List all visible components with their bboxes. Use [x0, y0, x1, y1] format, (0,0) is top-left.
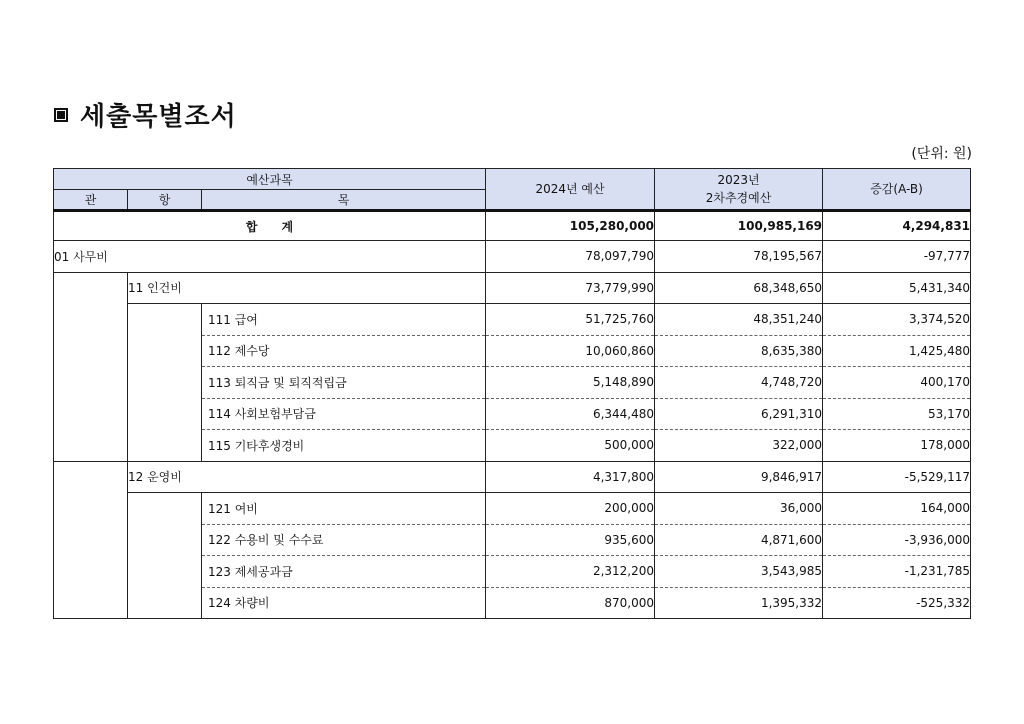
- mok-budget-2024: 5,148,890: [486, 367, 655, 399]
- title-row: [54, 96, 237, 133]
- indent-cell: [128, 493, 202, 619]
- mok-diff: -3,936,000: [823, 524, 971, 556]
- mok-budget-2023: 8,635,380: [655, 335, 823, 367]
- mok-label: 114 사회보험부담금: [202, 398, 486, 430]
- mok-label: 111 급여: [202, 304, 486, 336]
- mok-budget-2024: 200,000: [486, 493, 655, 525]
- gwan-budget-2024: 78,097,790: [486, 241, 655, 273]
- mok-diff: 400,170: [823, 367, 971, 399]
- square-bullet-icon: [54, 108, 68, 122]
- mok-label: 123 제세공과금: [202, 556, 486, 588]
- hang-row: [54, 272, 971, 304]
- budget-table: [53, 168, 971, 619]
- unit-label: (단위: 원): [911, 146, 972, 162]
- mok-budget-2024: 51,725,760: [486, 304, 655, 336]
- mok-row: [54, 304, 971, 336]
- indent-cell: [128, 304, 202, 462]
- mok-budget-2024: 935,600: [486, 524, 655, 556]
- mok-diff: 3,374,520: [823, 304, 971, 336]
- mok-label: 115 기타후생경비: [202, 430, 486, 462]
- header-gwan: 관: [54, 190, 128, 211]
- table-header: [54, 169, 971, 211]
- hang-label: 11 인건비: [128, 272, 486, 304]
- total-diff: 4,294,831: [823, 211, 971, 241]
- gwan-diff: -97,777: [823, 241, 971, 273]
- header-diff: 증감(A-B): [823, 169, 971, 211]
- header-mok: 목: [202, 190, 486, 211]
- hang-budget-2023: 9,846,917: [655, 461, 823, 493]
- header-hang: 항: [128, 190, 202, 211]
- mok-budget-2023: 4,871,600: [655, 524, 823, 556]
- mok-budget-2024: 2,312,200: [486, 556, 655, 588]
- indent-cell: [54, 461, 128, 619]
- total-budget-2024: 105,280,000: [486, 211, 655, 241]
- mok-label: 124 차량비: [202, 587, 486, 619]
- mok-budget-2024: 500,000: [486, 430, 655, 462]
- hang-label: 12 운영비: [128, 461, 486, 493]
- total-budget-2023: 100,985,169: [655, 211, 823, 241]
- mok-diff: 164,000: [823, 493, 971, 525]
- mok-budget-2023: 4,748,720: [655, 367, 823, 399]
- hang-budget-2023: 68,348,650: [655, 272, 823, 304]
- hang-row: [54, 461, 971, 493]
- mok-diff: 1,425,480: [823, 335, 971, 367]
- mok-label: 112 제수당: [202, 335, 486, 367]
- mok-label: 113 퇴직금 및 퇴직적립금: [202, 367, 486, 399]
- total-row: [54, 211, 971, 241]
- hang-diff: -5,529,117: [823, 461, 971, 493]
- mok-budget-2023: 322,000: [655, 430, 823, 462]
- mok-row: [54, 493, 971, 525]
- gwan-label: 01 사무비: [54, 241, 486, 273]
- mok-diff: 53,170: [823, 398, 971, 430]
- gwan-budget-2023: 78,195,567: [655, 241, 823, 273]
- mok-budget-2024: 870,000: [486, 587, 655, 619]
- mok-label: 121 여비: [202, 493, 486, 525]
- hang-diff: 5,431,340: [823, 272, 971, 304]
- total-label: 합계: [54, 211, 486, 241]
- mok-diff: 178,000: [823, 430, 971, 462]
- gwan-row: [54, 241, 971, 273]
- hang-budget-2024: 73,779,990: [486, 272, 655, 304]
- mok-budget-2024: 10,060,860: [486, 335, 655, 367]
- hang-budget-2024: 4,317,800: [486, 461, 655, 493]
- header-budget-2024: 2024년 예산: [486, 169, 655, 211]
- mok-budget-2024: 6,344,480: [486, 398, 655, 430]
- mok-budget-2023: 1,395,332: [655, 587, 823, 619]
- header-group: 예산과목: [54, 169, 486, 190]
- header-budget-2023-line2: 2차추경예산: [705, 191, 772, 205]
- mok-diff: -525,332: [823, 587, 971, 619]
- header-budget-2023: [655, 169, 823, 211]
- mok-budget-2023: 3,543,985: [655, 556, 823, 588]
- page-title: 세출목별조서: [80, 102, 237, 132]
- mok-label: 122 수용비 및 수수료: [202, 524, 486, 556]
- mok-budget-2023: 36,000: [655, 493, 823, 525]
- mok-budget-2023: 6,291,310: [655, 398, 823, 430]
- mok-diff: -1,231,785: [823, 556, 971, 588]
- table-body: [54, 211, 971, 619]
- header-budget-2023-line1: 2023년: [717, 173, 760, 187]
- mok-budget-2023: 48,351,240: [655, 304, 823, 336]
- indent-cell: [54, 272, 128, 461]
